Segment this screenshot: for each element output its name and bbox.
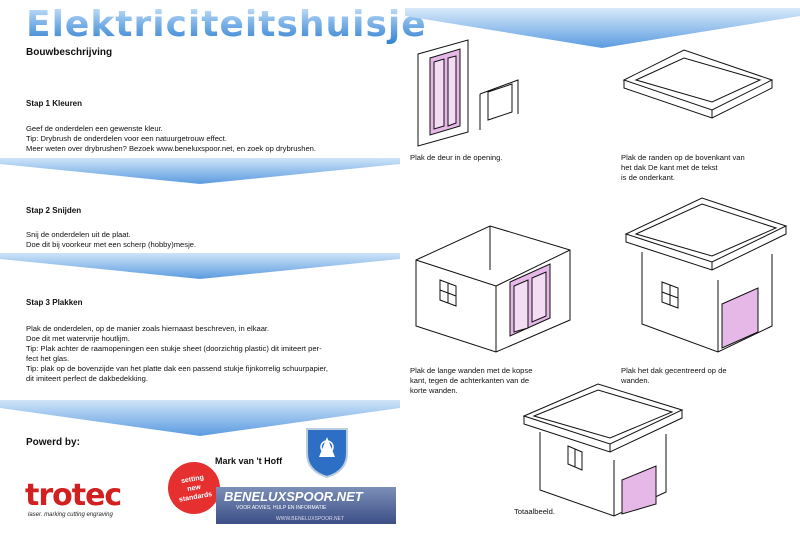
- step-3-line: Plak de onderdelen, op de manier zoals hiernaast beschreven, in elkaar.: [26, 324, 270, 333]
- badge-line: setting: [180, 473, 205, 485]
- caption-line: kant, tegen de achterkanten van de: [410, 376, 530, 385]
- caption-line: korte wanden.: [410, 386, 458, 395]
- caption-roof: [621, 153, 745, 183]
- step-2-line: Doe dit bij voorkeur met een scherp (hobby)mesje.: [26, 240, 197, 249]
- caption-line: het dak De kant met de tekst: [621, 163, 718, 172]
- step-2-text: [26, 230, 396, 250]
- figure-total: [518, 380, 688, 525]
- caption-walls: [410, 366, 532, 396]
- step-3-line: Doe dit met watervrije houtlijm.: [26, 334, 130, 343]
- caption-line: Plak de lange wanden met de kopse: [410, 366, 533, 375]
- caption-line: Plak het dak gecentreerd op de: [621, 366, 727, 375]
- powered-by-label: Powerd by:: [26, 437, 80, 448]
- badge-line: new: [186, 483, 202, 493]
- caption-line: Plak de randen op de bovenkant van: [621, 153, 745, 162]
- banner-title: BENELUXSPOOR.NET: [224, 489, 363, 504]
- step-3-line: fect het glas.: [26, 354, 70, 363]
- banner-url: WWW.BENELUXSPOOR.NET: [276, 516, 345, 522]
- figure-roof-center: [622, 192, 790, 367]
- blue-divider: [0, 253, 400, 279]
- step-3-title: Stap 3 Plakken: [26, 298, 83, 307]
- step-2-title: Stap 2 Snijden: [26, 206, 82, 215]
- caption-total: Totaalbeeld.: [514, 507, 555, 516]
- step-1-line: Meer weten over drybrushen? Bezoek www.beneluxspoor.net, en zoek op drybrushen.: [26, 144, 316, 153]
- step-1-title: Stap 1 Kleuren: [26, 99, 83, 108]
- caption-line: wanden.: [621, 376, 650, 385]
- step-1-line: Tip: Drybrush de onderdelen voor een natuurgetrouw effect.: [26, 134, 227, 143]
- page-subtitle: Bouwbeschrijving: [26, 47, 113, 58]
- blue-divider: [0, 400, 400, 426]
- author-name: Mark van 't Hoff: [215, 456, 283, 466]
- figure-roof: [618, 30, 778, 130]
- step-2-line: Snij de onderdelen uit de plaat.: [26, 230, 131, 239]
- trotec-logo: trotec: [25, 478, 122, 513]
- banner-subtitle: VOOR ADVIES, HULP EN INFORMATIE: [236, 505, 327, 511]
- page-title: Elektriciteitshuisje: [26, 4, 427, 45]
- beneluxspoor-banner[interactable]: [216, 487, 396, 524]
- figure-door: [410, 34, 530, 159]
- caption-line: is de onderkant.: [621, 173, 676, 182]
- shield-logo-icon: [305, 427, 349, 484]
- blue-divider: [0, 158, 400, 184]
- step-1-line: Geef de onderdelen een gewenste kleur.: [26, 124, 163, 133]
- badge-line: standards: [178, 490, 213, 504]
- step-3-text: [26, 324, 396, 384]
- step-3-line: Tip: plak op de bovenzijde van het platte dak een passend stukje fijnkorrelig schuurpapier,: [26, 364, 328, 373]
- step-1-text: [26, 124, 396, 154]
- caption-door: Plak de deur in de opening.: [410, 153, 503, 162]
- step-3-line: dit imiteert perfect de dakbedekking.: [26, 374, 148, 383]
- trotec-tagline: laser. marking cutting engraving: [28, 512, 113, 518]
- step-3-line: Tip: Plak achter de raamopeningen een stukje sheet (doorzichtig plastic) dit imiteert per-: [26, 344, 322, 353]
- figure-walls: [410, 210, 580, 365]
